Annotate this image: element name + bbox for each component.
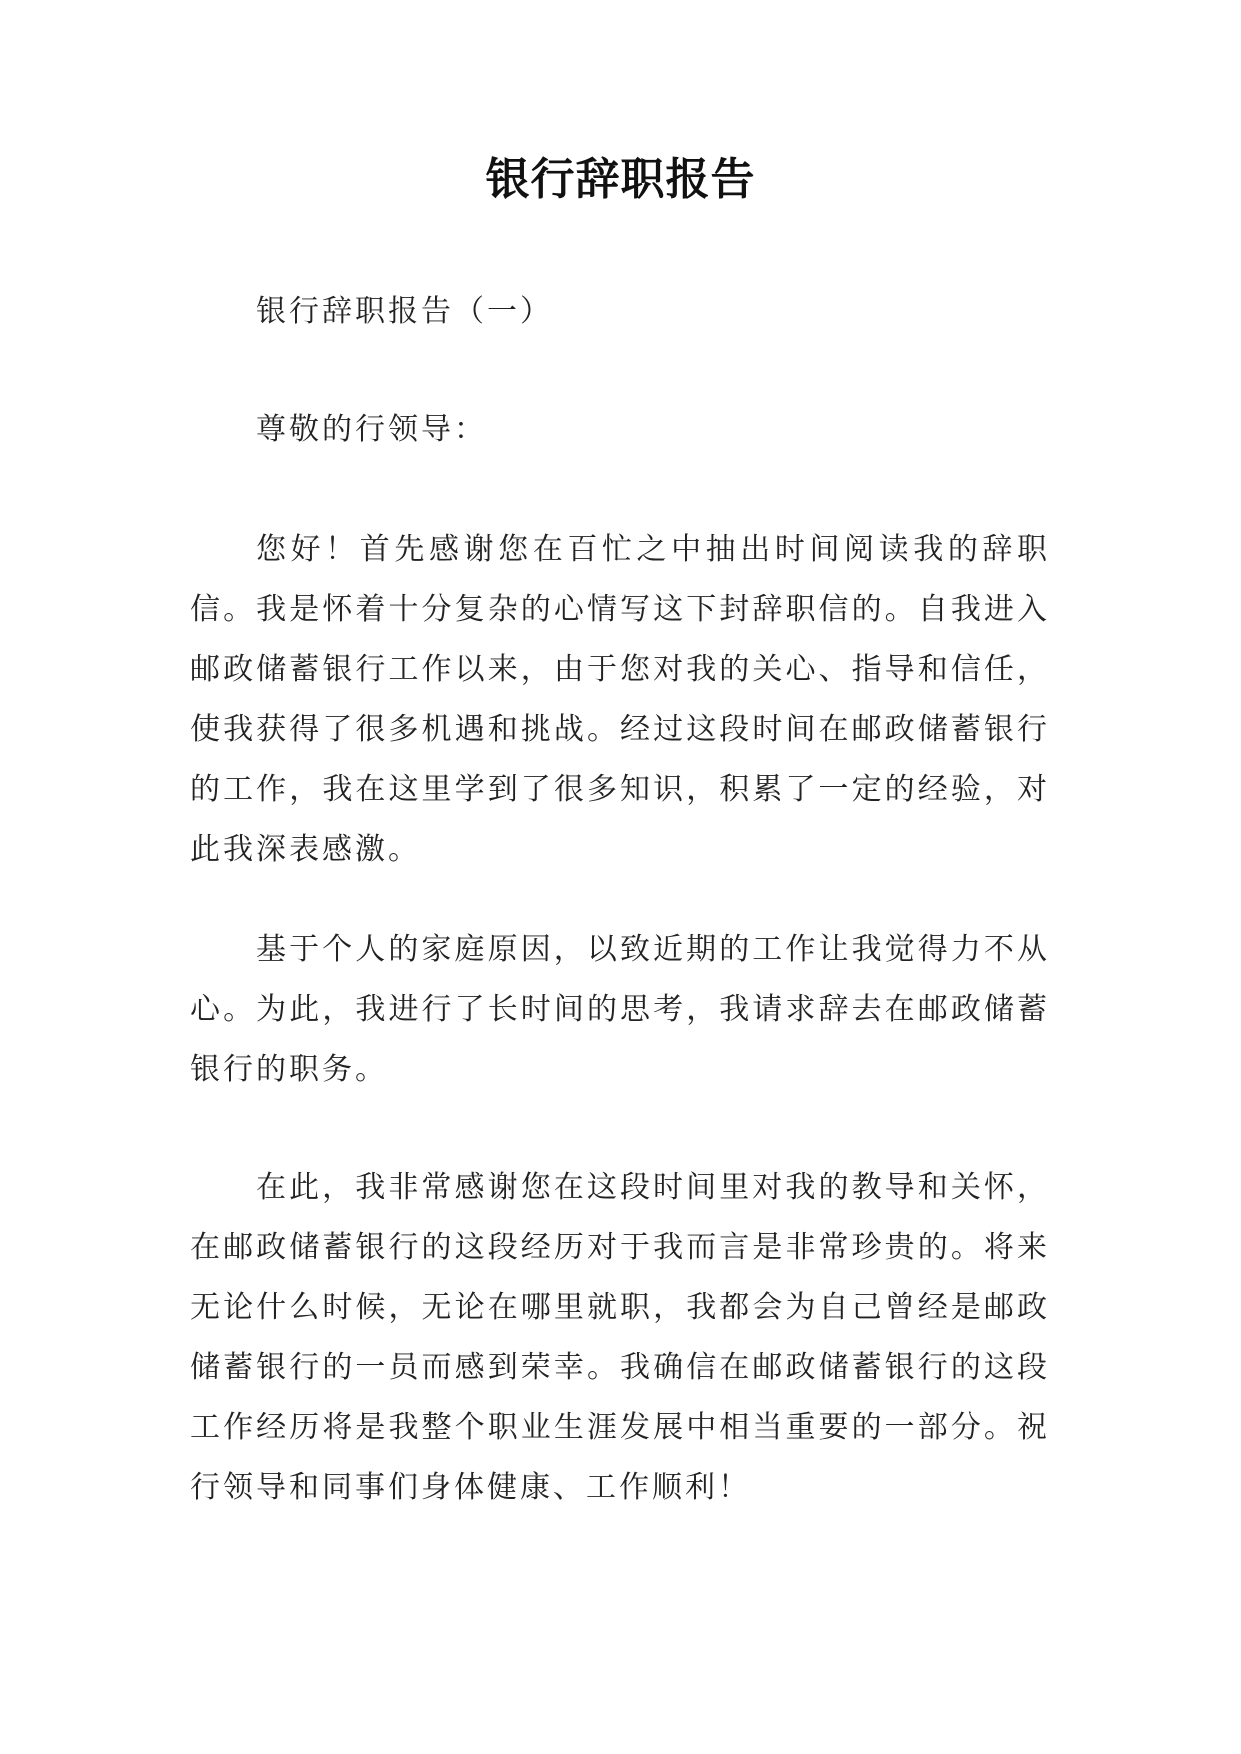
document-subtitle: 银行辞职报告（一） (256, 294, 553, 329)
body-paragraph-3: 在此，我非常感谢您在这段时间里对我的教导和关怀，在邮政储蓄银行的这段经历对于我而言是非常珍贵的。将来无论什么时候，无论在哪里就职，我都会为自己曾经是邮政储蓄银行的一员而感到荣幸。我确信在邮政储蓄银行的这段工作经历将是我整个职业生涯发展中相当重要的一部分。祝行领导和同事们身体健康、工作顺利！ (190, 1170, 1050, 1505)
body-paragraph-2: 基于个人的家庭原因，以致近期的工作让我觉得力不从心。为此，我进行了长时间的思考，我请求辞去在邮政储蓄银行的职务。 (190, 932, 1050, 1087)
salutation: 尊敬的行领导： (256, 412, 487, 447)
document-title: 银行辞职报告 (485, 154, 756, 205)
body-paragraph-1: 您好！首先感谢您在百忙之中抽出时间阅读我的辞职信。我是怀着十分复杂的心情写这下封辞职信的。自我进入邮政储蓄银行工作以来，由于您对我的关心、指导和信任，使我获得了很多机遇和挑战。经过这段时间在邮政储蓄银行的工作，我在这里学到了很多知识，积累了一定的经验，对此我深表感激。 (190, 532, 1050, 867)
